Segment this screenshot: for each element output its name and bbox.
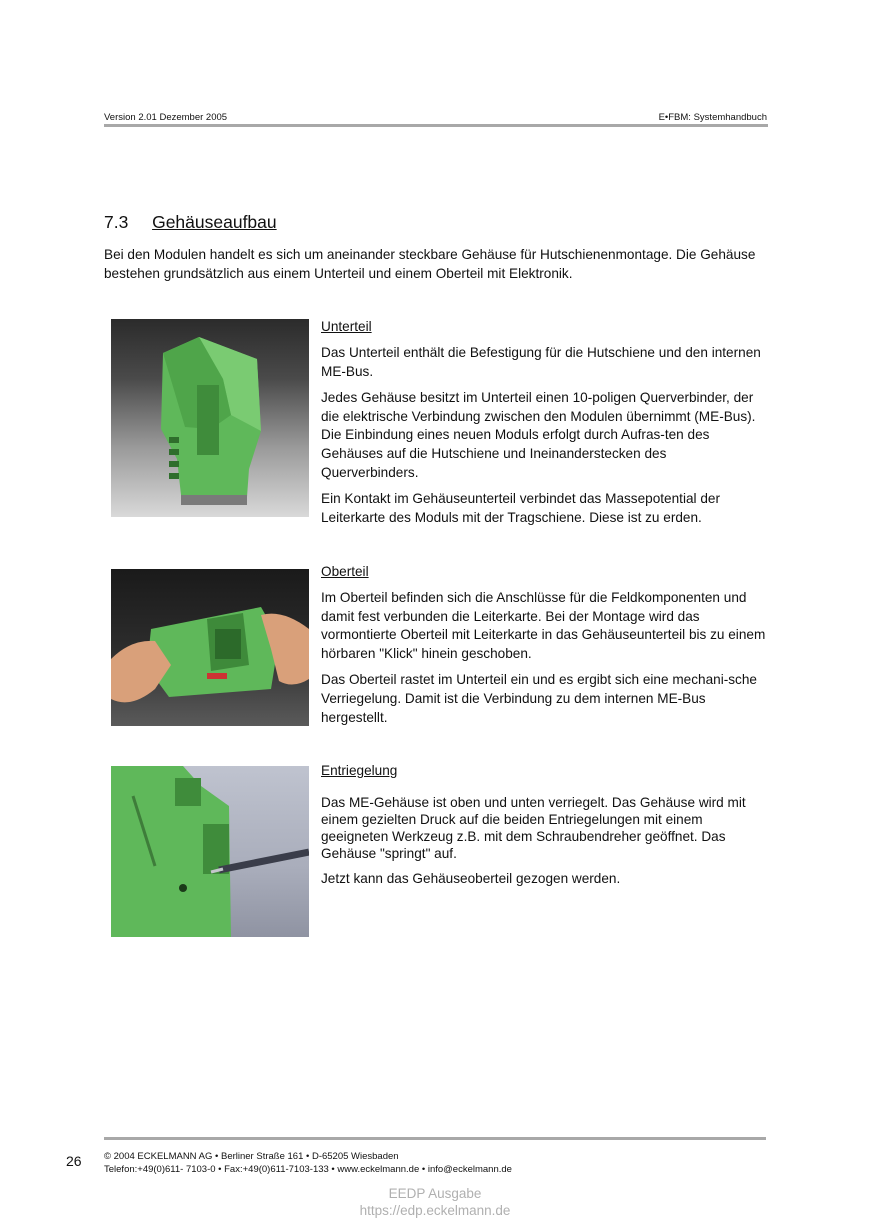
housing-top-illustration — [111, 569, 309, 726]
watermark-line2: https://edp.eckelmann.de — [359, 1203, 511, 1218]
watermark-line1: EEDP Ausgabe — [388, 1186, 482, 1201]
paragraph: Das Unterteil enthält die Befestigung für die Hutschiene und den internen ME-Bus. — [321, 345, 761, 379]
subsection-title: Entriegelung — [321, 763, 398, 778]
unlocking-illustration — [111, 766, 309, 937]
housing-base-illustration — [111, 319, 309, 517]
paragraph: Im Oberteil befinden sich die Anschlüsse für die Feldkomponenten und damit fest verbunden die Leiterkarte. Bei der Montage wird das vormontierte Oberteil mit Leiterkarte in das Gehäuseunterteil bis zu einem hörbaren "Klick" hinein geschoben. — [321, 590, 766, 661]
subsection-title: Oberteil — [321, 564, 369, 579]
subsection-entriegelung — [321, 762, 767, 897]
paragraph: Jedes Gehäuse besitzt im Unterteil einen 10-poligen Querverbinder, der die elektrische Verbindung zwischen den Modulen übernimmt (ME-Bus). Die Einbindung eines neuen Moduls erfolgt durch Aufras-ten des Gehäuses auf die Hutschiene und Ineinanderstecken des Querverbinders. — [321, 390, 756, 480]
header-title: E•FBM: Systemhandbuch — [658, 112, 767, 123]
section-intro: Bei den Modulen handelt es sich um aneinander steckbare Gehäuse für Hutschienenmontage. Die Gehäuse bestehen grundsätzlich aus einem Unterteil und einem Oberteil mit Elektronik. — [104, 247, 756, 281]
subsection-oberteil — [321, 563, 767, 735]
paragraph: Das Oberteil rastet im Unterteil ein und es ergibt sich eine mechani-sche Verriegelung. Damit ist die Verbindung zu dem internen ME-Bus hergestellt. — [321, 672, 757, 725]
subsection-title: Unterteil — [321, 319, 372, 334]
footer-rule — [104, 1137, 766, 1140]
subsection-unterteil — [321, 318, 767, 535]
photo-unlocking — [111, 766, 309, 937]
header-version: Version 2.01 Dezember 2005 — [104, 112, 228, 123]
paragraph: Jetzt kann das Gehäuseoberteil gezogen werden. — [321, 871, 621, 886]
page-number: 26 — [66, 1153, 82, 1169]
section-heading — [104, 212, 277, 233]
photo-housing-top — [111, 569, 309, 726]
footer-address: © 2004 ECKELMANN AG • Berliner Straße 161 • D-65205 Wiesbaden — [104, 1151, 399, 1162]
section-title: Gehäuseaufbau — [152, 212, 277, 232]
header-rule — [104, 124, 768, 127]
paragraph: Ein Kontakt im Gehäuseunterteil verbindet das Massepotential der Leiterkarte des Moduls mit der Tragschiene. Diese ist zu erden. — [321, 491, 720, 525]
section-number: 7.3 — [104, 212, 129, 232]
footer-contact: Telefon:+49(0)611- 7103-0 • Fax:+49(0)611-7103-133 • www.eckelmann.de • info@eckelmann.de — [104, 1164, 512, 1175]
photo-housing-base — [111, 319, 309, 517]
paragraph: Das ME-Gehäuse ist oben und unten verriegelt. Das Gehäuse wird mit einem gezielten Druck auf die beiden Entriegelungen mit einem geeigneten Werkzeug z.B. mit dem Schraubendreher geöffnet. Das Gehäuse "springt" auf. — [321, 795, 746, 861]
